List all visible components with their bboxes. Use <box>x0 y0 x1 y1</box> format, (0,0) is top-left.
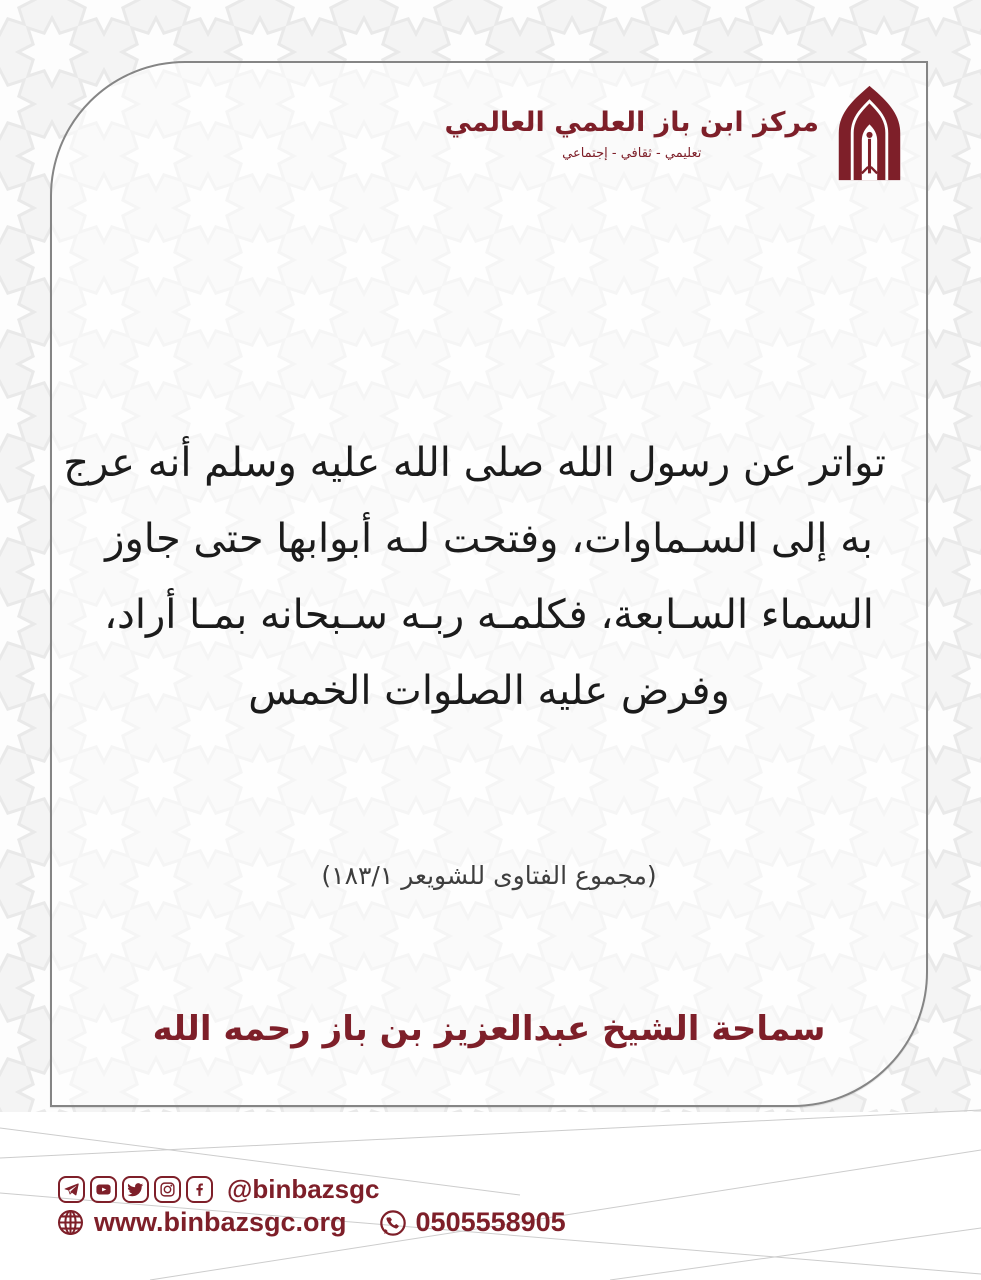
website-url: www.binbazsgc.org <box>94 1207 347 1237</box>
instagram-icon <box>154 1176 181 1203</box>
logo-text-block <box>444 105 819 160</box>
footer-contact-row <box>56 1207 566 1238</box>
citation-reference: (مجموع الفتاوى للشويعر ١٨٣/١) <box>321 861 657 890</box>
quote-line-3: السماء السـابعة، فكلمـه ربـه سـبحانه بمـا أراد، <box>104 592 874 638</box>
quote-line-1: تواتر عن رسول الله صلى الله عليه وسلم أنه عرج <box>63 440 886 486</box>
facebook-icon <box>186 1176 213 1203</box>
logo-subtitle: تعليمي - ثقافي - إجتماعي <box>562 145 702 161</box>
social-handle: @binbazsgc <box>227 1174 380 1204</box>
quote-line-2: به إلى السـماوات، وفتحت لـه أبوابها حتى جاوز <box>105 516 873 562</box>
logo-title: مركز ابن باز العلمي العالمي <box>444 107 819 139</box>
footer-social-row <box>58 1174 379 1205</box>
phone-number: 0505558905 <box>415 1207 566 1237</box>
globe-icon <box>56 1208 85 1237</box>
mihrab-arch-icon <box>833 84 906 182</box>
youtube-icon <box>90 1176 117 1203</box>
quote-text <box>63 425 886 729</box>
twitter-icon <box>122 1176 149 1203</box>
telegram-icon <box>58 1176 85 1203</box>
center-logo <box>444 84 906 182</box>
whatsapp-icon <box>379 1209 407 1237</box>
quote-line-4: وفرض عليه الصلوات الخمس <box>248 668 730 714</box>
signature-calligraphy: سماحة الشيخ عبدالعزيز بن باز رحمه الله <box>152 1009 826 1049</box>
quote-card <box>50 61 928 1107</box>
